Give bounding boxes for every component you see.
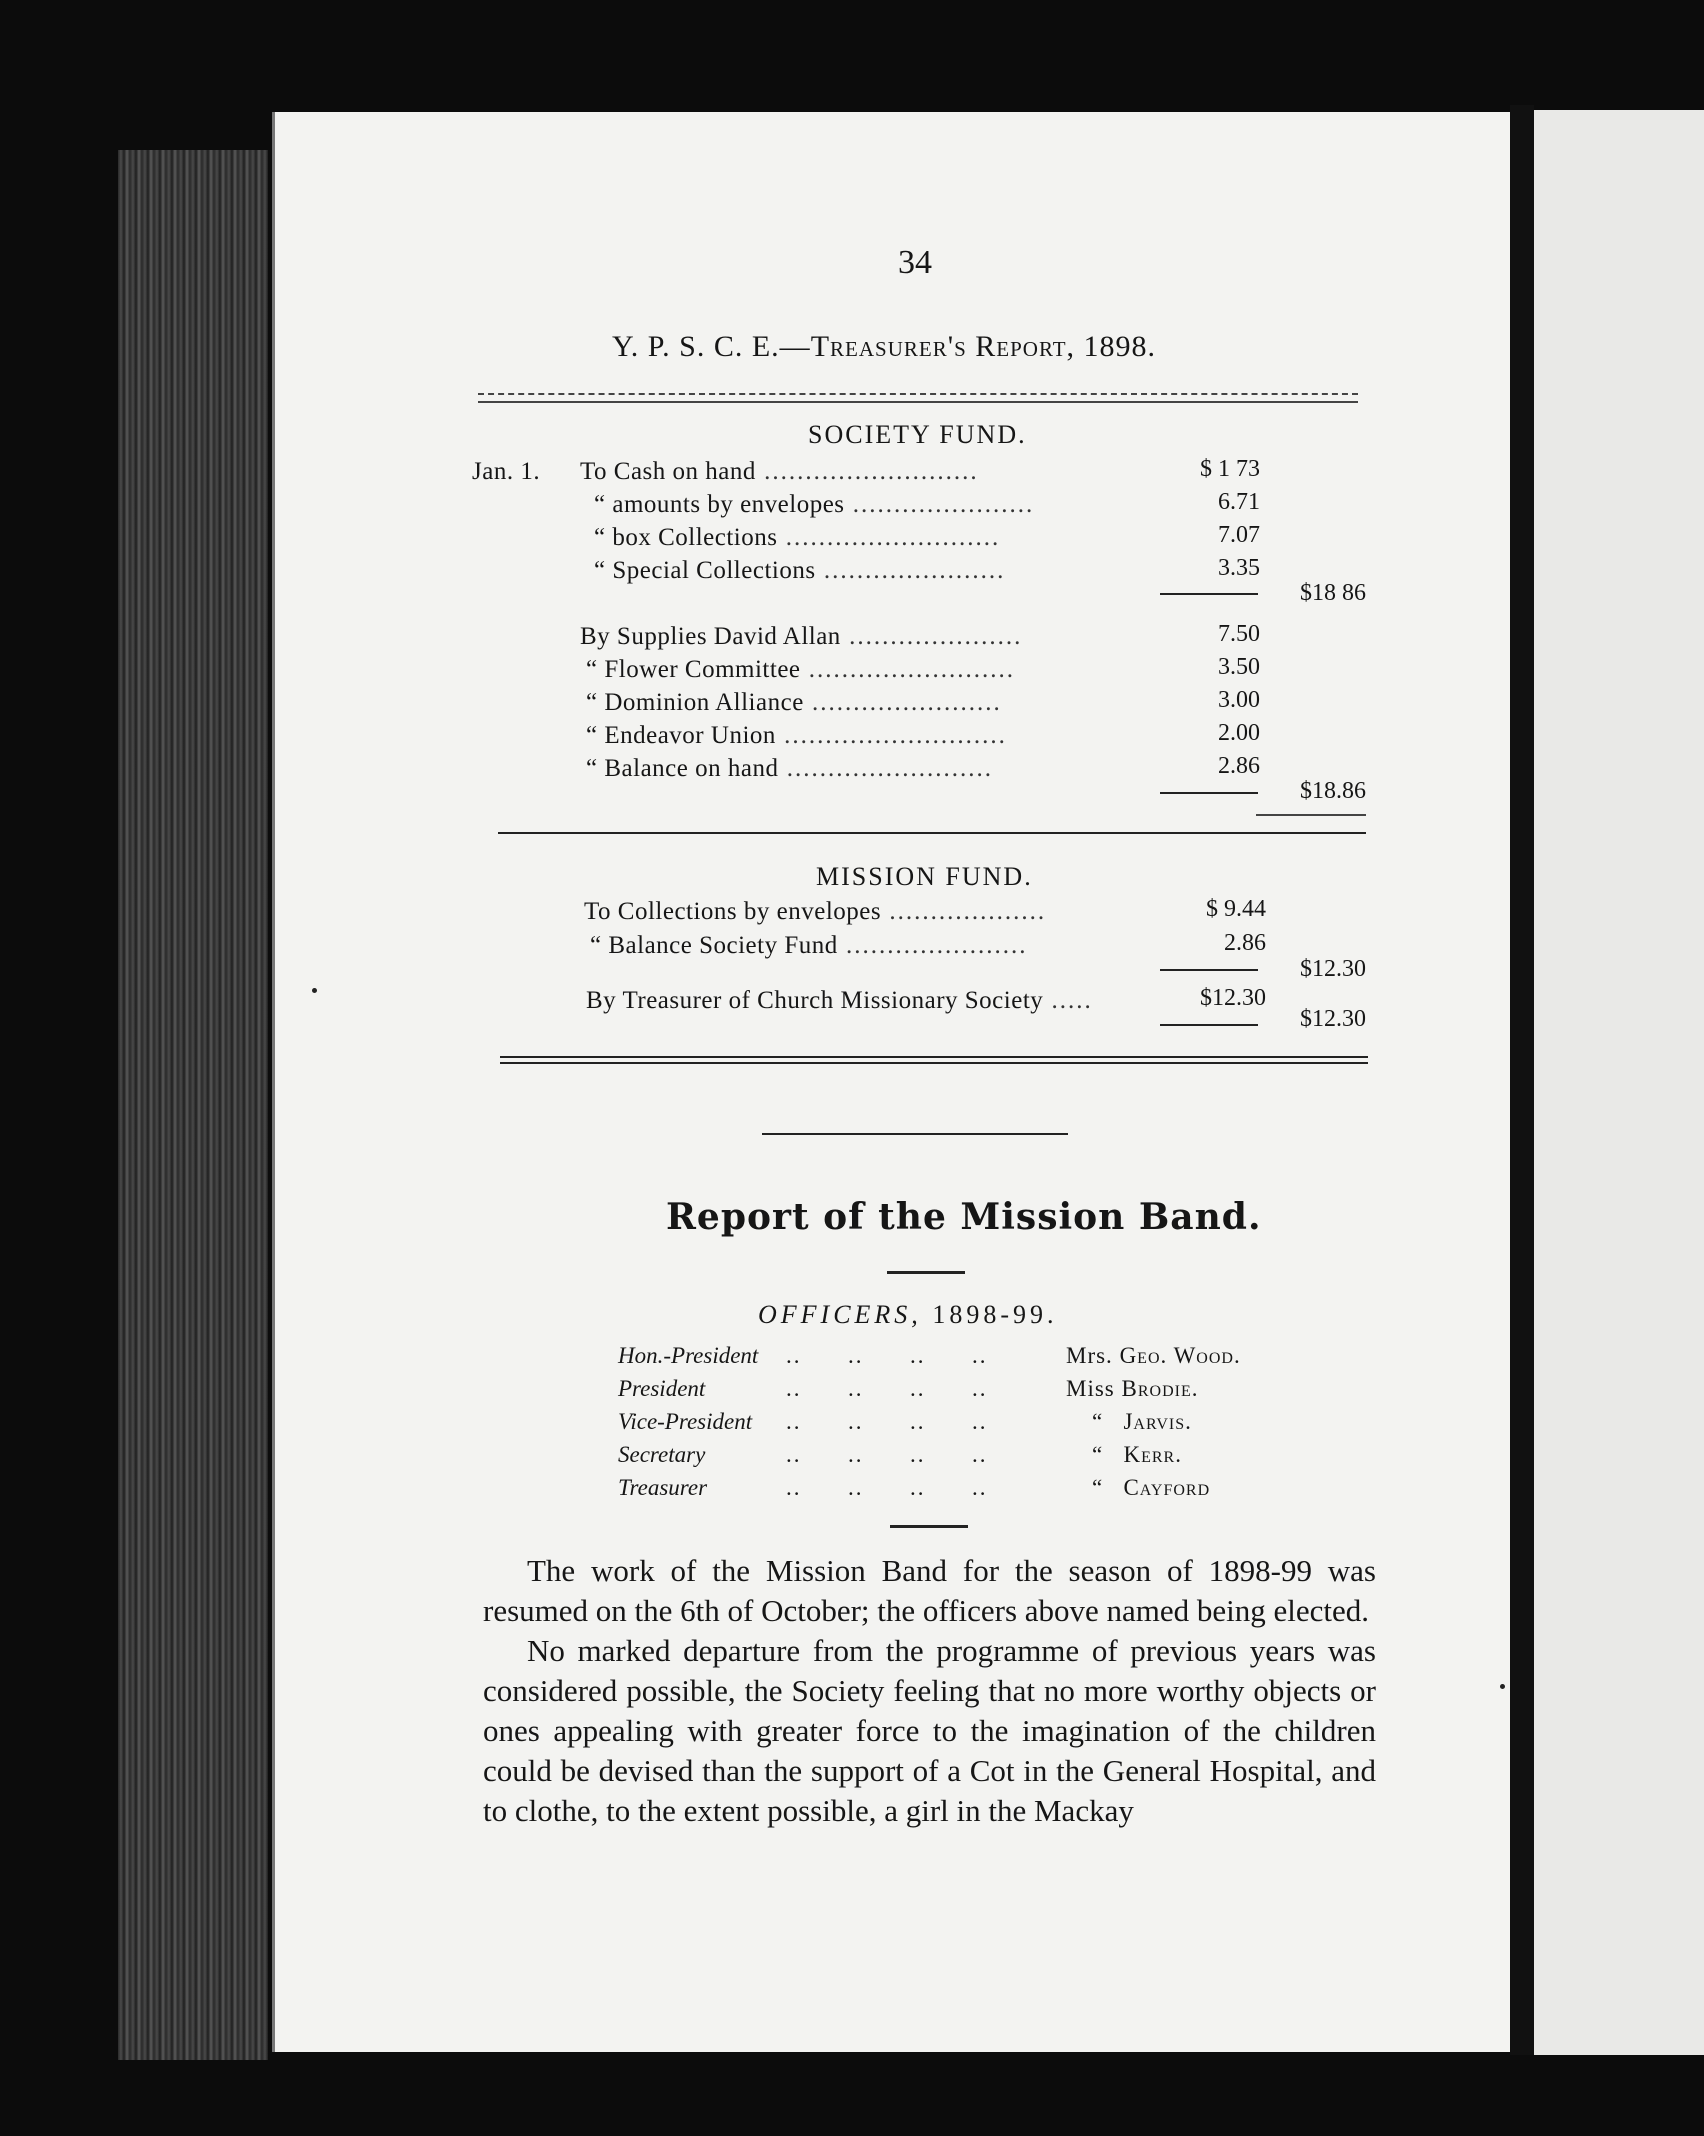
ledger-entry-label: “ Flower Committee ......................... xyxy=(586,656,1016,683)
ledger-entry-label: To Cash on hand .......................... xyxy=(580,458,979,485)
ledger-entry-label: “ Special Collections ...................... xyxy=(594,557,1006,584)
report-title xyxy=(612,330,1156,364)
scan-speck xyxy=(1500,1684,1505,1689)
ledger-entry-label: By Treasurer of Church Missionary Society ..... xyxy=(586,987,1093,1014)
mission-payments-total: $12.30 xyxy=(1300,1006,1366,1032)
report-title-prefix: Y. P. S. C. E.— xyxy=(612,330,811,363)
scan-speck xyxy=(312,988,317,993)
title-rule-top xyxy=(478,393,1358,395)
officer-name: Miss Brodie. xyxy=(1066,1376,1199,1401)
officers-heading-label: OFFICERS, xyxy=(758,1300,922,1329)
mission-receipts-total: $12.30 xyxy=(1300,956,1366,982)
mission-fund-heading: MISSION FUND. xyxy=(816,862,1033,891)
page-number: 34 xyxy=(898,244,932,281)
ledger-entry-amount: $ 9.44 xyxy=(1206,896,1266,922)
officer-leader-dots: .. .. .. .. xyxy=(786,1409,988,1434)
officer-name: Mrs. Geo. Wood. xyxy=(1066,1343,1241,1368)
ledger-entry-amount: $12.30 xyxy=(1200,985,1266,1011)
ledger-entry-label: “ amounts by envelopes ...................... xyxy=(594,491,1035,518)
ledger-entry-amount: 7.50 xyxy=(1218,621,1260,647)
body-paragraph: The work of the Mission Band for the season of 1898-99 was resumed on the 6th of October; the officers above named being elected. xyxy=(483,1553,1376,1628)
ledger-entry-amount: 7.07 xyxy=(1218,522,1260,548)
ledger-entry-label: “ Balance Society Fund ...................... xyxy=(590,932,1028,959)
ledger-entry-amount: $ 1 73 xyxy=(1200,456,1260,482)
officers-heading-year: 1898-99. xyxy=(932,1300,1058,1329)
ledger-entry-amount: 2.86 xyxy=(1224,930,1266,956)
title-underline xyxy=(887,1271,965,1274)
society-payments-total: $18.86 xyxy=(1300,778,1366,804)
book-spine-edge xyxy=(118,150,268,2060)
ornamental-rule xyxy=(762,1133,1068,1135)
ledger-entry-label: “ Balance on hand ......................... xyxy=(586,755,993,782)
officers-heading xyxy=(758,1300,1057,1330)
facing-page-edge xyxy=(1534,110,1704,2055)
subtotal-rule xyxy=(1160,593,1258,595)
ledger-entry-amount: 3.50 xyxy=(1218,654,1260,680)
society-fund-date: Jan. 1. xyxy=(472,458,541,485)
mission-band-body xyxy=(483,1551,1376,1831)
mission-band-title: Report of the Mission Band. xyxy=(666,1196,1262,1238)
ledger-entry-amount: 6.71 xyxy=(1218,489,1260,515)
officer-role: Secretary xyxy=(618,1442,706,1467)
ledger-entry-amount: 3.00 xyxy=(1218,687,1260,713)
officers-underline xyxy=(890,1525,968,1528)
officer-leader-dots: .. .. .. .. xyxy=(786,1343,988,1368)
officer-name: “ Cayford xyxy=(1092,1475,1211,1500)
page-gutter xyxy=(1510,105,1534,2055)
ledger-entry-label: “ Endeavor Union ........................... xyxy=(586,722,1007,749)
society-fund-heading: SOCIETY FUND. xyxy=(808,420,1027,449)
ledger-entry-amount: 3.35 xyxy=(1218,555,1260,581)
title-rule-bottom xyxy=(478,401,1358,403)
officer-leader-dots: .. .. .. .. xyxy=(786,1442,988,1467)
body-paragraph: No marked departure from the programme of previous years was considered possible, the Society feeling that no more worthy objects or ones appealing with greater force to the imagination of the children could be devised than the support of a Cot in the General Hospital, and to clothe, to the extent possible, a girl in the Mackay xyxy=(483,1633,1376,1828)
officer-leader-dots: .. .. .. .. xyxy=(786,1475,988,1500)
ledger-entry-label: “ Dominion Alliance ....................... xyxy=(586,689,1002,716)
society-receipts-total: $18 86 xyxy=(1300,580,1366,606)
ledger-entry-amount: 2.86 xyxy=(1218,753,1260,779)
report-title-label: Treasurer's Report, xyxy=(810,330,1076,363)
officer-role: Hon.-President xyxy=(618,1343,759,1368)
officer-name: “ Jarvis. xyxy=(1092,1409,1192,1434)
officer-role: President xyxy=(618,1376,706,1401)
officer-name: “ Kerr. xyxy=(1092,1442,1182,1467)
ledger-entry-amount: 2.00 xyxy=(1218,720,1260,746)
officer-role: Vice-President xyxy=(618,1409,753,1434)
subtotal-rule xyxy=(1160,1024,1258,1026)
total-double-rule xyxy=(1256,814,1366,816)
ledger-entry-label: By Supplies David Allan ..................... xyxy=(580,623,1023,650)
subtotal-rule xyxy=(1160,969,1258,971)
subtotal-rule xyxy=(1160,792,1258,794)
ledger-entry-label: “ box Collections .......................... xyxy=(594,524,1001,551)
officer-role: Treasurer xyxy=(618,1475,708,1500)
section-double-rule xyxy=(500,1056,1368,1064)
ledger-entry-label: To Collections by envelopes ................... xyxy=(584,898,1047,925)
officer-leader-dots: .. .. .. .. xyxy=(786,1376,988,1401)
section-divider xyxy=(498,832,1366,834)
report-title-year: 1898. xyxy=(1083,330,1157,363)
